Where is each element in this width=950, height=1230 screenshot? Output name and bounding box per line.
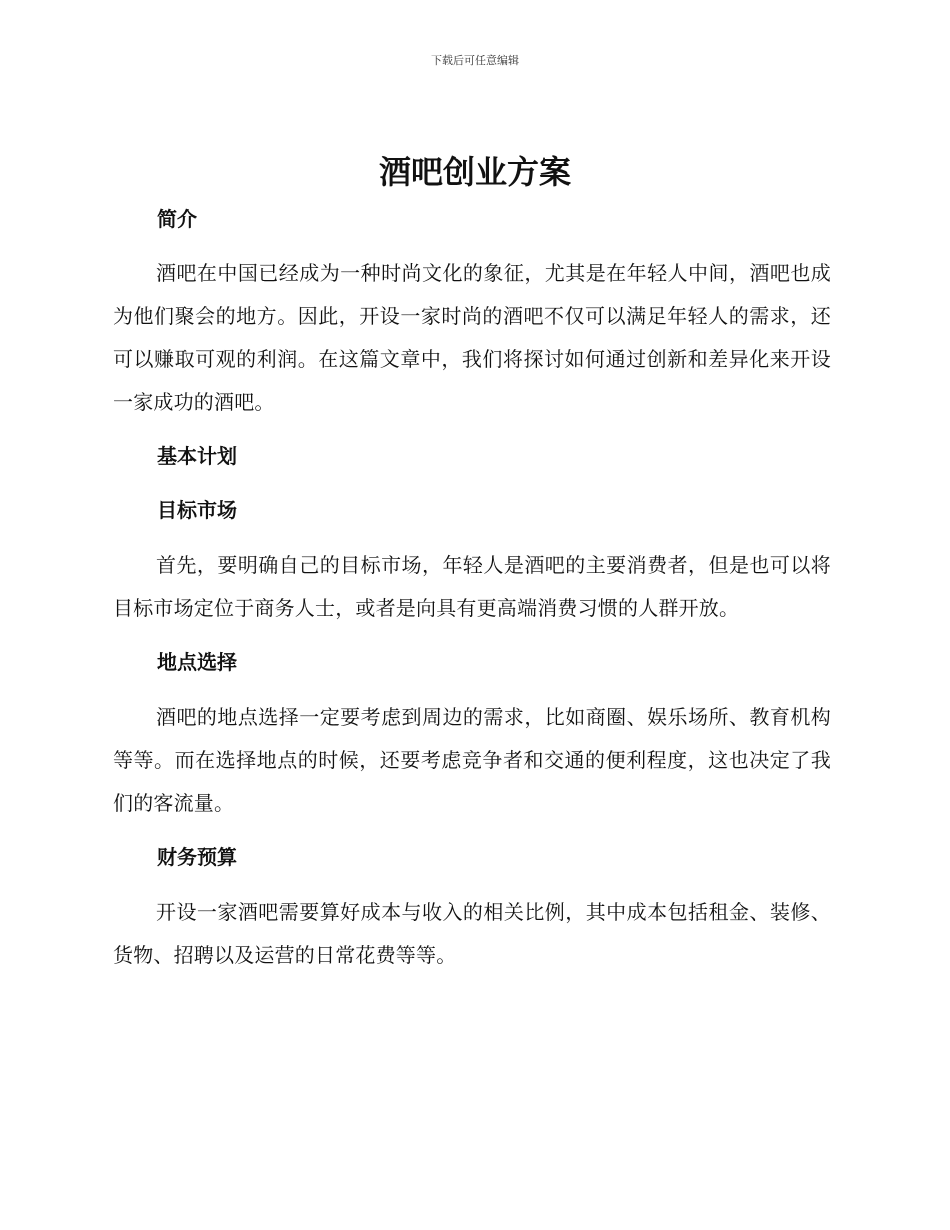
intro-heading: 简介 bbox=[157, 207, 197, 231]
document-title: 酒吧创业方案 bbox=[378, 153, 571, 191]
intro-paragraph: 酒吧在中国已经成为一种时尚文化的象征，尤其是在年轻人中间，酒吧也成为他们聚会的地方。因此，开设一家时尚的酒吧不仅可以满足年轻人的需求，还可以赚取可观的利润。在这篇文章中，我们将探讨如何通过创新和差异化来开设一家成功的酒吧。 bbox=[113, 261, 831, 414]
plan-heading: 基本计划 bbox=[157, 444, 237, 468]
budget-paragraph: 开设一家酒吧需要算好成本与收入的相关比例，其中成本包括租金、装修、货物、招聘以及运营的日常花费等等。 bbox=[113, 900, 831, 967]
header-note: 下载后可任意编辑 bbox=[431, 54, 519, 67]
location-paragraph: 酒吧的地点选择一定要考虑到周边的需求，比如商圈、娱乐场所、教育机构等等。而在选择地点的时候，还要考虑竞争者和交通的便利程度，这也决定了我们的客流量。 bbox=[113, 705, 831, 815]
location-heading: 地点选择 bbox=[157, 650, 237, 674]
market-heading: 目标市场 bbox=[157, 498, 237, 522]
market-paragraph: 首先，要明确自己的目标市场，年轻人是酒吧的主要消费者，但是也可以将目标市场定位于商务人士，或者是向具有更高端消费习惯的人群开放。 bbox=[113, 553, 831, 620]
budget-heading: 财务预算 bbox=[157, 845, 237, 869]
